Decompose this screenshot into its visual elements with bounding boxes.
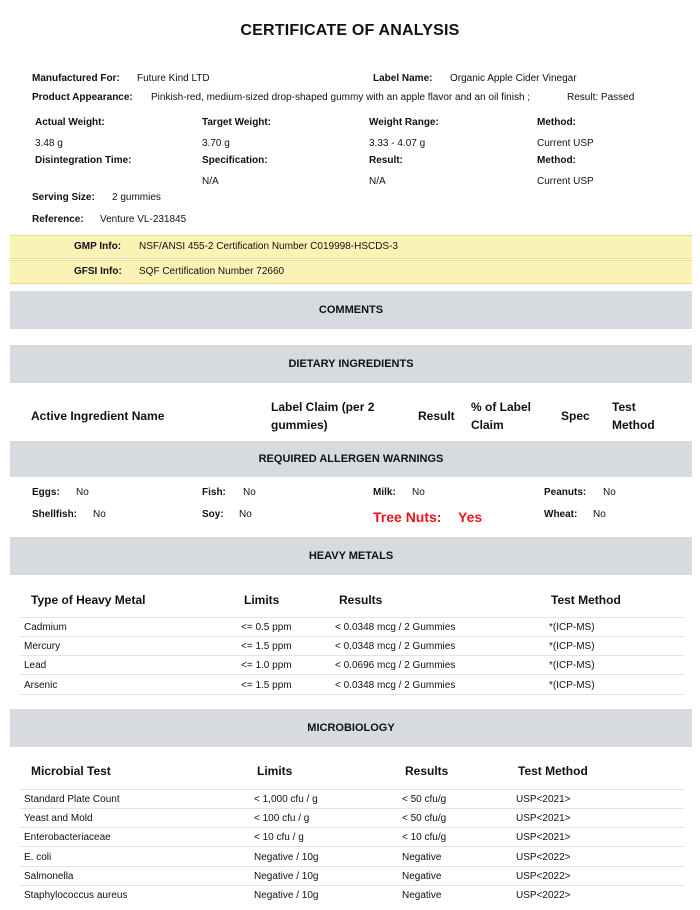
target-weight-label: Target Weight: [202,117,272,128]
gfsi-info-band [10,260,692,284]
allergen-fish-label: Fish: [202,487,226,498]
hm-header-method: Test Method [551,593,621,607]
allergen-eggs-label: Eggs: [32,487,60,498]
micro-divider [20,846,684,847]
micro-cell-method: USP<2021> [516,794,571,805]
disintegration-method-value: Current USP [537,176,594,187]
micro-divider [20,789,684,790]
micro-cell-result: Negative [402,890,442,901]
micro-cell-test: E. coli [24,852,52,863]
hm-header-type: Type of Heavy Metal [31,593,146,607]
allergen-wheat-value: No [593,509,606,520]
micro-cell-method: USP<2022> [516,871,571,882]
hm-divider [20,617,684,618]
hm-cell-metal: Lead [24,660,47,671]
weight-range-label: Weight Range: [369,117,439,128]
micro-cell-result: Negative [402,871,442,882]
hm-cell-limit: <= 1.5 ppm [241,680,292,691]
disintegration-time-label: Disintegration Time: [35,155,132,166]
microbiology-section-header: MICROBIOLOGY [10,709,692,747]
serving-size-label: Serving Size: [32,192,95,203]
document-title: CERTIFICATE OF ANALYSIS [240,22,460,39]
dietary-header-name: Active Ingredient Name [31,409,165,423]
micro-cell-test: Standard Plate Count [24,794,120,805]
hm-cell-metal: Mercury [24,641,61,652]
micro-cell-limit: Negative / 10g [254,890,319,901]
hm-cell-method: *(ICP-MS) [549,641,595,652]
appearance-label: Product Appearance: [32,92,133,103]
micro-header-method: Test Method [518,764,588,778]
allergen-milk-value: No [412,487,425,498]
micro-cell-method: USP<2021> [516,813,571,824]
actual-weight-label: Actual Weight: [35,117,105,128]
micro-cell-result: < 50 cfu/g [402,813,447,824]
micro-header-limits: Limits [257,764,293,778]
hm-divider [20,674,684,675]
dietary-header-method-2: Method [612,418,655,432]
hm-cell-limit: <= 0.5 ppm [241,622,292,633]
hm-cell-metal: Cadmium [24,622,67,633]
hm-cell-result: < 0.0696 mcg / 2 Gummies [335,660,456,671]
dietary-header-claim-1: Label Claim (per 2 [271,400,375,414]
hm-cell-limit: <= 1.0 ppm [241,660,292,671]
reference-label: Reference: [32,214,84,225]
allergen-section-header: REQUIRED ALLERGEN WARNINGS [10,441,692,477]
hm-cell-method: *(ICP-MS) [549,680,595,691]
result-label: Result: [369,155,403,166]
allergen-treenuts-value: Yes [458,509,483,525]
hm-cell-metal: Arsenic [24,680,58,691]
micro-cell-test: Yeast and Mold [24,813,93,824]
serving-size-value: 2 gummies [112,192,161,203]
micro-cell-limit: < 10 cfu / g [254,832,304,843]
gmp-info-value: NSF/ANSI 455-2 Certification Number C019998-HSCDS-3 [139,241,398,252]
micro-cell-test: Staphylococcus aureus [24,890,128,901]
allergen-shellfish-label: Shellfish: [32,509,78,520]
target-weight-value: 3.70 g [202,138,230,149]
manufactured-for-label: Manufactured For: [32,73,120,84]
micro-cell-method: USP<2021> [516,832,571,843]
hm-cell-limit: <= 1.5 ppm [241,641,292,652]
micro-cell-method: USP<2022> [516,890,571,901]
specification-value: N/A [202,176,219,187]
manufactured-for-value: Future Kind LTD [137,73,210,84]
dietary-header-pct-2: Claim [471,418,504,432]
allergen-peanuts-label: Peanuts: [544,487,587,498]
weight-method-label: Method: [537,117,576,128]
appearance-value: Pinkish-red, medium-sized drop-shaped gummy with an apple flavor and an oil finish ; [151,92,531,103]
hm-divider [20,636,684,637]
allergen-treenuts-label: Tree Nuts: [373,509,442,525]
micro-cell-result: Negative [402,852,442,863]
gfsi-info-value: SQF Certification Number 72660 [139,266,285,277]
hm-cell-method: *(ICP-MS) [549,622,595,633]
micro-header-test: Microbial Test [31,764,111,778]
micro-divider [20,827,684,828]
micro-cell-limit: < 100 cfu / g [254,813,310,824]
gfsi-info-label: GFSI Info: [74,266,122,277]
hm-cell-result: < 0.0348 mcg / 2 Gummies [335,680,456,691]
allergen-soy-value: No [239,509,252,520]
allergen-soy-label: Soy: [202,509,224,520]
heavy-metals-section-header: HEAVY METALS [10,537,692,575]
micro-cell-limit: Negative / 10g [254,852,319,863]
gmp-info-label: GMP Info: [74,241,122,252]
allergen-eggs-value: No [76,487,89,498]
label-name-label: Label Name: [373,73,433,84]
weight-range-value: 3.33 - 4.07 g [369,138,426,149]
actual-weight-value: 3.48 g [35,138,63,149]
label-name-value: Organic Apple Cider Vinegar [450,73,577,84]
disintegration-method-label: Method: [537,155,576,166]
dietary-header-pct-1: % of Label [471,400,532,414]
allergen-fish-value: No [243,487,256,498]
hm-header-limits: Limits [244,593,280,607]
micro-cell-result: < 10 cfu/g [402,832,447,843]
dietary-header-method-1: Test [612,400,636,414]
micro-cell-test: Enterobacteriaceae [24,832,111,843]
micro-header-results: Results [405,764,449,778]
hm-divider [20,694,684,695]
allergen-wheat-label: Wheat: [544,509,578,520]
micro-divider [20,808,684,809]
hm-divider [20,655,684,656]
dietary-header-spec: Spec [561,409,590,423]
micro-divider [20,885,684,886]
micro-cell-method: USP<2022> [516,852,571,863]
dietary-header-result: Result [418,409,455,423]
weight-method-value: Current USP [537,138,594,149]
micro-cell-result: < 50 cfu/g [402,794,447,805]
hm-header-results: Results [339,593,383,607]
allergen-shellfish-value: No [93,509,106,520]
micro-cell-test: Salmonella [24,871,74,882]
comments-section-header: COMMENTS [10,291,692,329]
hm-cell-method: *(ICP-MS) [549,660,595,671]
reference-value: Venture VL-231845 [100,214,187,225]
dietary-header-claim-2: gummies) [271,418,328,432]
specification-label: Specification: [202,155,268,166]
micro-divider [20,866,684,867]
hm-cell-result: < 0.0348 mcg / 2 Gummies [335,641,456,652]
allergen-milk-label: Milk: [373,487,396,498]
appearance-result: Result: Passed [567,92,635,103]
result-value: N/A [369,176,386,187]
allergen-peanuts-value: No [603,487,616,498]
dietary-section-header: DIETARY INGREDIENTS [10,345,692,383]
micro-cell-limit: < 1,000 cfu / g [254,794,318,805]
gmp-info-band [10,235,692,259]
hm-cell-result: < 0.0348 mcg / 2 Gummies [335,622,456,633]
micro-cell-limit: Negative / 10g [254,871,319,882]
